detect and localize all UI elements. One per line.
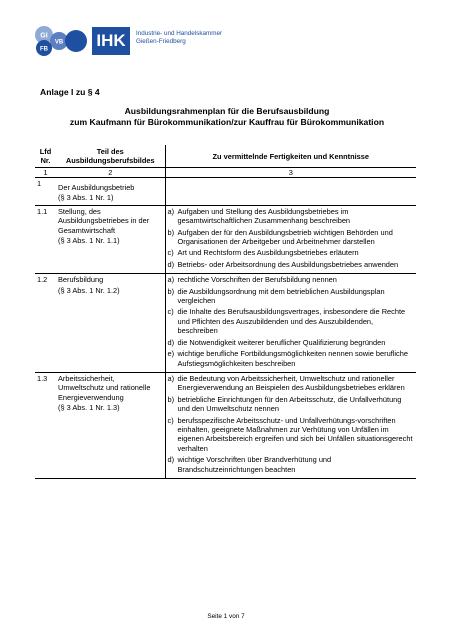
- item-letter: b): [167, 286, 175, 296]
- logo-mark-fb: FB: [40, 46, 48, 53]
- section-skills-cell: [165, 274, 416, 373]
- section-title-cell: [56, 274, 165, 373]
- annex-label: Anlage I zu § 4: [40, 87, 100, 97]
- item-text: wichtige berufliche Fortbildungsmöglichkeiten nennen sowie berufliche Aufstiegsmöglichkeiten beschreiben: [177, 349, 408, 368]
- section-title: Arbeitssicherheit, Umweltschutz und rationelle Energieverwendung: [58, 373, 151, 402]
- list-item: [168, 307, 415, 335]
- item-letter: c): [167, 307, 174, 317]
- section-title: Stellung, des Ausbildungsbetriebes in der Gesamtwirtschaft: [58, 206, 150, 235]
- logo-line1: Industrie- und Handelskammer: [136, 30, 223, 37]
- section-title-cell: [56, 372, 165, 478]
- item-text: Aufgaben und Stellung des Ausbildungsbetriebes im gesamtwirtschaftlichen Zusammenhang beschreiben: [177, 206, 351, 226]
- list-item: [168, 228, 415, 247]
- list-item: [168, 275, 415, 284]
- section-skills-cell: [165, 372, 416, 478]
- ihk-logo: [32, 26, 244, 56]
- column-number: 3: [165, 168, 416, 178]
- item-text: die Ausbildungsordnung mit dem betrieblichen Ausbildungsplan vergleichen: [177, 286, 385, 306]
- column-number: 1: [35, 168, 56, 178]
- page-footer: Seite 1 von 7: [207, 613, 245, 620]
- section-skills-cell: [165, 205, 416, 273]
- section-reference: (§ 3 Abs. 1 Nr. 1.3): [58, 403, 120, 413]
- table-row: [35, 178, 416, 206]
- item-letter: b): [167, 227, 175, 237]
- table-row: [35, 372, 416, 478]
- logo-mark-vb: VB: [54, 39, 64, 46]
- section-title-cell: [56, 205, 165, 273]
- training-plan-table: [35, 145, 416, 479]
- item-text: die Inhalte des Berufsausbildungsvertrages, insbesondere die Rechte und Pflichten des Auszubildenden und des Auszubildenden, beschreiben: [177, 307, 406, 336]
- list-item: [168, 416, 415, 454]
- item-letter: d): [167, 337, 175, 347]
- item-text: Betriebs- oder Arbeitsordnung des Ausbildungsbetriebes anwenden: [177, 259, 399, 269]
- item-text: Art und Rechtsform des Ausbildungsbetriebes erläutern: [177, 248, 359, 258]
- section-title: Berufsbildung: [58, 275, 104, 285]
- logo-mark-gi: GI: [40, 32, 48, 40]
- document-title-line1: Ausbildungsrahmenplan für die Berufsausbildung: [124, 106, 330, 116]
- header-teil: Teil des Ausbildungsberufsbildes: [56, 145, 165, 168]
- item-letter: a): [167, 206, 175, 216]
- section-number: 1.2: [35, 274, 56, 373]
- document-title-line2: zum Kaufmann für Bürokommunikation/zur Kauffrau für Bürokommunikation: [69, 117, 385, 127]
- section-number: 1: [35, 178, 56, 206]
- section-skills-cell: [165, 178, 416, 206]
- section-number: 1.1: [35, 205, 56, 273]
- list-item: [168, 349, 415, 368]
- list-item: [168, 287, 415, 306]
- item-letter: d): [167, 455, 175, 465]
- logo-chamber-name: [136, 30, 222, 46]
- header-lfd-nr: Lfd Nr.: [35, 145, 56, 168]
- list-item: [168, 260, 415, 269]
- item-text: rechtliche Vorschriften der Berufsbildung nennen: [177, 275, 337, 285]
- section-title-cell: [56, 178, 165, 206]
- section-title: Der Ausbildungsbetrieb: [58, 183, 135, 192]
- item-letter: d): [167, 259, 175, 269]
- section-number: 1.3: [35, 372, 56, 478]
- section-reference: (§ 3 Abs. 1 Nr. 1.1): [58, 236, 120, 246]
- list-item: [168, 395, 415, 414]
- item-letter: e): [167, 349, 175, 359]
- column-number-row: [35, 168, 416, 178]
- item-letter: c): [167, 415, 174, 425]
- item-text: berufsspezifische Arbeitsschutz- und Unfallverhütungs-vorschriften einhalten, geeignete Maßnahmen zur Verhütung von Unfällen im eigenen Arbeitsbereich ergreifen und sich bei Unfällen situationsgerecht verhalten: [177, 415, 413, 453]
- item-letter: c): [167, 248, 174, 258]
- table-row: [35, 274, 416, 373]
- logo-line2: Gießen-Friedberg: [136, 38, 186, 45]
- table-row: [35, 205, 416, 273]
- column-number: 2: [56, 168, 165, 178]
- list-item: [168, 374, 415, 393]
- list-item: [168, 455, 415, 474]
- item-text: die Notwendigkeit weiterer beruflicher Qualifizierung begründen: [177, 337, 386, 347]
- table-header-row: [35, 145, 416, 168]
- item-text: die Bedeutung von Arbeitssicherheit, Umweltschutz und rationeller Energieverwendung an Beispielen des Ausbildungsbetriebes erklären: [177, 373, 405, 393]
- item-letter: b): [167, 394, 175, 404]
- section-reference: (§ 3 Abs. 1 Nr. 1.2): [58, 285, 120, 295]
- item-text: wichtige Vorschriften über Brandverhütung und Brandschutzeinrichtungen beachten: [177, 455, 332, 474]
- item-letter: a): [167, 275, 175, 285]
- section-reference: (§ 3 Abs. 1 Nr. 1): [58, 193, 114, 203]
- logo-circles-icon: [32, 26, 90, 56]
- header-fertigkeiten: Zu vermittelnde Fertigkeiten und Kenntnisse: [165, 145, 416, 168]
- item-text: betriebliche Einrichtungen für den Arbeitsschutz, die Unfallverhütung und den Umweltschutz nennen: [177, 394, 402, 414]
- item-text: Aufgaben der für den Ausbildungsbetrieb wichtigen Behörden und Organisationen der Arbeitgeber und Arbeitnehmer darstellen: [177, 227, 393, 247]
- list-item: [168, 248, 415, 257]
- list-item: [168, 207, 415, 226]
- logo-ihk-text: IHK: [92, 27, 130, 55]
- item-letter: a): [167, 373, 175, 383]
- list-item: [168, 338, 415, 347]
